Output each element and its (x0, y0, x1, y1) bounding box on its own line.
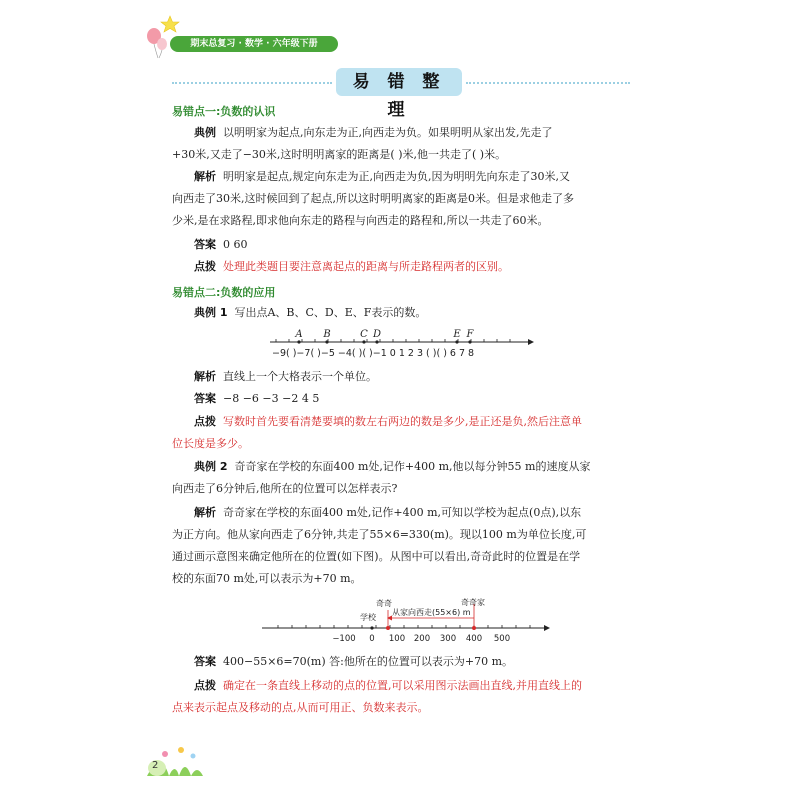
section2-heading: 易错点二:负数的应用 (172, 286, 276, 299)
example-line1: 以明明家为起点,向东走为正,向西走为负。如果明明从家出发,先走了 (223, 126, 553, 139)
ex2-label: 典例 2 (194, 460, 228, 473)
letter-a: A (295, 329, 303, 340)
title-dotline-right (466, 82, 630, 84)
letter-d: D (372, 329, 382, 340)
tick-label-neg100: −100 (332, 634, 356, 644)
school-point (370, 626, 373, 629)
tick-label-100: 100 (388, 634, 406, 644)
tick-label-300: 300 (439, 634, 457, 644)
section1-example (172, 122, 632, 166)
point-c (362, 340, 365, 343)
ex2-analysis-line1: 奇奇家在学校的东面400 m处,记作+400 m,可知以学校为起点(0点),以东 (223, 506, 582, 519)
tick-label-400: 400 (465, 634, 483, 644)
ex1-label: 典例 1 (194, 306, 228, 319)
letter-b: B (323, 329, 331, 340)
ex1-analysis-label: 解析 (194, 370, 216, 383)
ex2-answer-label: 答案 (194, 655, 216, 668)
point-a (297, 340, 300, 343)
ex1-answer (172, 388, 632, 410)
ex1-tip (172, 411, 632, 455)
ex1-analysis (172, 366, 632, 388)
walk-label: 从家向西走(55×6) m (392, 608, 471, 617)
analysis-line2: 向西走了30米,这时候回到了起点,所以这时明明离家的距离是0米。但是求他走了多 (172, 192, 574, 205)
ex2-analysis-line3: 通过画示意图来确定他所在的位置(如下图)。从图中可以看出,奇奇此时的位置是在学 (172, 550, 581, 563)
answer-label: 答案 (194, 238, 216, 251)
ex2-analysis-line2: 为正方向。他从家向西走了6分钟,共走了55×6=330(m)。现以100 m为单位长度,可 (172, 528, 587, 541)
answer-text: 0 60 (223, 238, 248, 251)
number-line-1-arrow (528, 339, 534, 345)
ex2-answer (172, 651, 632, 673)
point-f (468, 340, 471, 343)
tip-label: 点拨 (194, 260, 216, 273)
ex2-tip (172, 675, 632, 719)
number-line-2-arrow (544, 625, 550, 631)
ex2-question (172, 456, 632, 500)
section1-analysis (172, 166, 632, 232)
letter-f: F (466, 329, 474, 340)
ex1-tip-label: 点拨 (194, 415, 216, 428)
example-label: 典例 (194, 126, 216, 139)
tick-label-500: 500 (493, 634, 511, 644)
ex1-question (172, 302, 632, 324)
example-line2: +30米,又走了−30米,这时明明离家的距离是( )米,他一共走了( )米。 (172, 148, 507, 161)
section1-tip (172, 256, 632, 278)
letter-c: C (360, 329, 368, 340)
ex2-tip-label: 点拨 (194, 679, 216, 692)
letter-e: E (453, 329, 461, 340)
page-title: 易 错 整 理 (336, 68, 462, 96)
number-line-1 (266, 328, 536, 364)
tick-label-200: 200 (413, 634, 431, 644)
page-number: 2 (152, 760, 159, 771)
home-label: 奇奇家 (461, 598, 485, 607)
analysis-line3: 少米,是在求路程,即求他向东走的路程与向西走的路程和,所以一共走了60米。 (172, 214, 549, 227)
analysis-line1: 明明家是起点,规定向东走为正,向西走为负,因为明明先向东走了30米,又 (223, 170, 570, 183)
school-label: 学校 (360, 613, 376, 622)
number-line-1-labels: −9( )−7( )−5 −4( )( )−1 0 1 2 3 ( )( ) 6 7 8 (272, 348, 475, 359)
number-line-2 (258, 594, 558, 646)
section1-answer (172, 234, 632, 256)
ex2-analysis (172, 502, 632, 590)
ex2-line2: 向西走了6分钟后,他所在的位置可以怎样表示? (172, 482, 398, 495)
running-header: 期末总复习 · 数学 · 六年级下册 (170, 36, 338, 52)
ex1-tip-line1: 写数时首先要看清楚要填的数左右两边的数是多少,是正还是负,然后注意单 (223, 415, 582, 428)
ex2-tip-line2: 点来表示起点及移动的点,从而可用正、负数来表示。 (172, 701, 429, 714)
title-dotline-left (172, 82, 332, 84)
ex1-answer-label: 答案 (194, 392, 216, 405)
point-e (455, 340, 458, 343)
qiqi-label: 奇奇 (376, 599, 392, 608)
point-d (375, 340, 378, 343)
ex2-analysis-label: 解析 (194, 506, 216, 519)
tick-label-0: 0 (369, 634, 375, 644)
point-b (325, 340, 328, 343)
analysis-label: 解析 (194, 170, 216, 183)
ex2-line1: 奇奇家在学校的东面400 m处,记作+400 m,他以每分钟55 m的速度从家 (234, 460, 591, 473)
ex1-answer-text: −8 −6 −3 −2 4 5 (223, 392, 320, 405)
ex2-analysis-line4: 校的东面70 m处,可以表示为+70 m。 (172, 572, 362, 585)
section1-heading: 易错点一:负数的认识 (172, 105, 276, 118)
ex2-tip-line1: 确定在一条直线上移动的点的位置,可以采用图示法画出直线,并用直线上的 (223, 679, 582, 692)
ex2-answer-text: 400−55×6=70(m) 答:他所在的位置可以表示为+70 m。 (223, 655, 513, 668)
ex1-text: 写出点A、B、C、D、E、F表示的数。 (234, 306, 427, 319)
tip-text: 处理此类题目要注意离起点的距离与所走路程两者的区别。 (223, 260, 509, 273)
ex1-tip-line2: 位长度是多少。 (172, 437, 249, 450)
ex1-analysis-text: 直线上一个大格表示一个单位。 (223, 370, 377, 383)
